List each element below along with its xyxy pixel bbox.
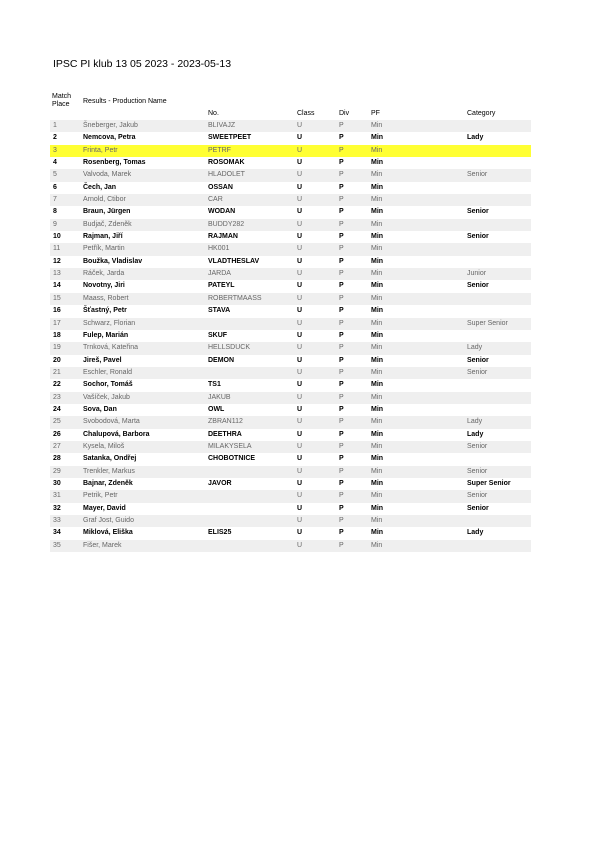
number-cell: CAR — [208, 196, 223, 204]
name-cell: Satanka, Ondřej — [83, 455, 137, 463]
pf-cell: Min — [371, 344, 383, 352]
class-cell: U — [297, 517, 303, 524]
table-row — [50, 441, 531, 453]
table-row — [50, 503, 531, 515]
place-cell: 23 — [53, 393, 61, 401]
division-cell: P — [339, 245, 344, 253]
name-cell: Čech, Jan — [83, 183, 117, 191]
class-cell: U — [297, 220, 303, 228]
table-row — [50, 280, 531, 292]
table-row — [50, 268, 531, 280]
name-cell: Graf Jost, Guido — [83, 517, 134, 524]
category-cell: Senior — [467, 467, 488, 475]
pf-cell: Min — [371, 455, 384, 463]
class-cell: U — [297, 467, 303, 475]
division-cell: P — [339, 529, 344, 537]
place-cell: 35 — [53, 541, 61, 549]
number-cell: STAVA — [208, 307, 231, 315]
category-cell: Lady — [467, 418, 483, 426]
division-cell: P — [339, 146, 344, 154]
name-cell: Jireš, Pavel — [83, 356, 122, 364]
table-row — [50, 515, 531, 527]
pf-cell: Min — [371, 467, 383, 475]
division-cell: P — [339, 467, 344, 475]
name-cell: Trnková, Kateřina — [83, 344, 138, 352]
division-cell: P — [339, 307, 344, 315]
number-cell: JAKUB — [208, 393, 231, 401]
class-cell: U — [297, 307, 303, 315]
pf-cell: Min — [371, 146, 383, 154]
place-cell: 10 — [53, 233, 61, 241]
pf-cell: Min — [371, 282, 384, 290]
pf-cell: Min — [371, 196, 383, 204]
place-cell: 6 — [53, 183, 57, 191]
name-cell: Valvoda, Marek — [83, 171, 132, 179]
number-cell: JAVOR — [208, 479, 232, 487]
table-row — [50, 453, 531, 465]
pf-cell: Min — [371, 541, 383, 549]
number-cell: DEETHRA — [208, 430, 242, 438]
category-cell: Junior — [467, 270, 487, 278]
place-cell: 2 — [53, 134, 57, 142]
class-cell: U — [297, 146, 303, 154]
number-cell: TS1 — [208, 381, 221, 389]
category-cell: Senior — [467, 504, 489, 512]
name-cell: Novotny, Jiri — [83, 282, 125, 290]
category-cell: Senior — [467, 233, 489, 241]
place-cell: 5 — [53, 171, 57, 179]
division-cell: P — [339, 381, 344, 389]
table-row — [50, 206, 531, 218]
number-cell: OSSAN — [208, 183, 233, 191]
division-cell: P — [339, 319, 344, 327]
division-cell: P — [339, 368, 344, 376]
table-row — [50, 429, 531, 441]
class-cell: U — [297, 319, 303, 327]
place-cell: 26 — [53, 430, 61, 438]
pf-cell: Min — [371, 492, 383, 500]
pf-cell: Min — [371, 294, 383, 302]
name-cell: Trenkler, Markus — [83, 467, 135, 475]
table-row — [50, 355, 531, 367]
division-cell: P — [339, 344, 344, 352]
class-cell: U — [297, 331, 303, 339]
category-cell: Senior — [467, 356, 489, 364]
place-cell: 29 — [53, 467, 61, 475]
table-row — [50, 194, 531, 206]
name-cell: Fišer, Marek — [83, 541, 122, 549]
class-cell: U — [297, 418, 303, 426]
class-cell: U — [297, 356, 303, 364]
division-cell: P — [339, 405, 344, 413]
name-cell: Eschler, Ronald — [83, 368, 133, 376]
header-category: Category — [467, 110, 496, 117]
page-title: IPSC PI klub 13 05 2023 - 2023-05-13 — [53, 58, 232, 70]
name-cell: Šťastný, Petr — [83, 307, 127, 315]
division-cell: P — [339, 282, 344, 290]
place-cell: 32 — [53, 504, 61, 512]
division-cell: P — [339, 159, 344, 167]
header-no: No. — [208, 110, 219, 117]
pf-cell: Min — [371, 479, 384, 487]
division-cell: P — [339, 183, 344, 191]
name-cell: Petřík, Martin — [83, 245, 125, 253]
pf-cell: Min — [371, 319, 383, 327]
number-cell: PETRF — [208, 146, 231, 154]
category-cell: Lady — [467, 344, 483, 352]
division-cell: P — [339, 270, 344, 278]
pf-cell: Min — [371, 183, 384, 191]
name-cell: Rosenberg, Tomas — [83, 159, 146, 167]
number-cell: JARDA — [208, 270, 231, 278]
place-cell: 4 — [53, 159, 57, 167]
number-cell: PATEYL — [208, 282, 235, 290]
number-cell: ZBRAN112 — [208, 418, 243, 426]
table-row — [50, 256, 531, 268]
pf-cell: Min — [371, 504, 384, 512]
division-cell: P — [339, 430, 344, 438]
pf-cell: Min — [371, 381, 384, 389]
name-cell: Fulep, Marián — [83, 331, 129, 339]
category-cell: Lady — [467, 529, 484, 537]
pf-cell: Min — [371, 171, 383, 179]
table-row — [50, 145, 531, 157]
category-cell: Senior — [467, 208, 489, 216]
name-cell: Maass, Robert — [83, 294, 129, 302]
place-cell: 16 — [53, 307, 61, 315]
name-cell: Chalupová, Barbora — [83, 430, 150, 438]
name-cell: Boužka, Vladislav — [83, 257, 143, 265]
table-row — [50, 466, 531, 478]
division-cell: P — [339, 171, 344, 179]
name-cell: Nemcova, Petra — [83, 134, 136, 142]
category-cell: Senior — [467, 171, 488, 179]
name-cell: Bajnar, Zdeněk — [83, 479, 133, 487]
pf-cell: Min — [371, 442, 383, 450]
division-cell: P — [339, 294, 344, 302]
division-cell: P — [339, 541, 344, 549]
class-cell: U — [297, 257, 303, 265]
pf-cell: Min — [371, 270, 383, 278]
class-cell: U — [297, 529, 303, 537]
table-row — [50, 392, 531, 404]
pf-cell: Min — [371, 307, 384, 315]
division-cell: P — [339, 257, 344, 265]
place-cell: 33 — [53, 517, 61, 524]
number-cell: SWEETPEET — [208, 134, 252, 142]
table-row — [50, 305, 531, 317]
division-cell: P — [339, 455, 344, 463]
class-cell: U — [297, 393, 303, 401]
division-cell: P — [339, 418, 344, 426]
name-cell: Ráček, Jarda — [83, 270, 125, 278]
number-cell: VLADTHESLAV — [208, 257, 260, 265]
table-row — [50, 540, 531, 552]
table-row — [50, 379, 531, 391]
name-cell: Rajman, Jiří — [83, 233, 123, 241]
class-cell: U — [297, 479, 303, 487]
pf-cell: Min — [371, 331, 384, 339]
class-cell: U — [297, 183, 303, 191]
category-cell: Lady — [467, 430, 484, 438]
division-cell: P — [339, 196, 344, 204]
place-cell: 25 — [53, 418, 61, 426]
class-cell: U — [297, 442, 303, 450]
place-cell: 21 — [53, 368, 61, 376]
header-class: Class — [297, 110, 315, 117]
name-cell: Vašíček, Jakub — [83, 393, 130, 401]
class-cell: U — [297, 233, 303, 241]
place-cell: 9 — [53, 220, 57, 228]
class-cell: U — [297, 430, 303, 438]
name-cell: Kysela, Miloš — [83, 442, 125, 450]
name-cell: Budjač, Zdeněk — [83, 220, 132, 228]
place-cell: 31 — [53, 492, 61, 500]
place-cell: 14 — [53, 282, 61, 290]
number-cell: WODAN — [208, 208, 236, 216]
pf-cell: Min — [371, 405, 384, 413]
header-match-place: Match Place — [52, 93, 72, 108]
pf-cell: Min — [371, 245, 383, 253]
header-div: Div — [339, 110, 350, 117]
class-cell: U — [297, 405, 303, 413]
pf-cell: Min — [371, 368, 383, 376]
category-cell: Lady — [467, 134, 484, 142]
name-cell: Sova, Dan — [83, 405, 117, 413]
pf-cell: Min — [371, 517, 383, 524]
table-row — [50, 330, 531, 342]
table-row — [50, 120, 531, 132]
name-cell: Frinta, Petr — [83, 146, 118, 154]
division-cell: P — [339, 233, 344, 241]
place-cell: 30 — [53, 479, 61, 487]
place-cell: 20 — [53, 356, 61, 364]
name-cell: Mayer, David — [83, 504, 126, 512]
number-cell: SKUF — [208, 331, 228, 339]
division-cell: P — [339, 220, 344, 228]
table-row — [50, 318, 531, 330]
place-cell: 8 — [53, 208, 57, 216]
class-cell: U — [297, 159, 303, 167]
place-cell: 1 — [53, 122, 57, 129]
pf-cell: Min — [371, 257, 384, 265]
class-cell: U — [297, 245, 303, 253]
class-cell: U — [297, 455, 303, 463]
place-cell: 3 — [53, 146, 57, 154]
category-cell: Senior — [467, 368, 488, 376]
place-cell: 18 — [53, 331, 61, 339]
division-cell: P — [339, 517, 344, 524]
division-cell: P — [339, 393, 344, 401]
number-cell: ROBERTMAASS — [208, 294, 262, 302]
header-pf: PF — [371, 110, 380, 117]
class-cell: U — [297, 344, 303, 352]
pf-cell: Min — [371, 529, 384, 537]
place-cell: 19 — [53, 344, 61, 352]
name-cell: Arnold, Ctibor — [83, 196, 126, 204]
name-cell: Petrik, Petr — [83, 492, 118, 500]
place-cell: 13 — [53, 270, 61, 278]
number-cell: BLIVAJZ — [208, 122, 236, 129]
pf-cell: Min — [371, 134, 384, 142]
division-cell: P — [339, 492, 344, 500]
table-row — [50, 219, 531, 231]
number-cell: MILAKYSELA — [208, 442, 252, 450]
class-cell: U — [297, 134, 303, 142]
class-cell: U — [297, 171, 303, 179]
class-cell: U — [297, 270, 303, 278]
table-row — [50, 231, 531, 243]
pf-cell: Min — [371, 208, 384, 216]
number-cell: ROSOMAK — [208, 159, 245, 167]
number-cell: OWL — [208, 405, 225, 413]
pf-cell: Min — [371, 356, 384, 364]
table-row — [50, 416, 531, 428]
division-cell: P — [339, 504, 344, 512]
category-cell: Senior — [467, 492, 488, 500]
number-cell: CHOBOTNICE — [208, 455, 256, 463]
table-row — [50, 132, 531, 144]
category-cell: Senior — [467, 442, 488, 450]
table-row — [50, 342, 531, 354]
number-cell: ELIS25 — [208, 529, 232, 537]
pf-cell: Min — [371, 220, 383, 228]
class-cell: U — [297, 122, 303, 129]
table-row — [50, 169, 531, 181]
division-cell: P — [339, 356, 344, 364]
table-row — [50, 293, 531, 305]
pf-cell: Min — [371, 159, 384, 167]
name-cell: Svobodová, Marta — [83, 418, 140, 426]
category-cell: Senior — [467, 282, 489, 290]
table-row — [50, 243, 531, 255]
class-cell: U — [297, 208, 303, 216]
number-cell: HK001 — [208, 245, 230, 253]
header-results: Results - Production Name — [83, 98, 167, 105]
place-cell: 28 — [53, 455, 61, 463]
table-row — [50, 404, 531, 416]
number-cell: RAJMAN — [208, 233, 238, 241]
results-table — [50, 120, 531, 552]
place-cell: 15 — [53, 294, 61, 302]
pf-cell: Min — [371, 418, 383, 426]
class-cell: U — [297, 294, 303, 302]
name-cell: Šneberger, Jakub — [83, 122, 138, 129]
number-cell: HLADOLET — [208, 171, 245, 179]
division-cell: P — [339, 134, 344, 142]
class-cell: U — [297, 196, 303, 204]
place-cell: 24 — [53, 405, 61, 413]
class-cell: U — [297, 541, 303, 549]
place-cell: 34 — [53, 529, 61, 537]
pf-cell: Min — [371, 233, 384, 241]
table-row — [50, 367, 531, 379]
place-cell: 22 — [53, 381, 61, 389]
table-row — [50, 527, 531, 539]
class-cell: U — [297, 368, 303, 376]
table-row — [50, 182, 531, 194]
number-cell: HELLSDUCK — [208, 344, 251, 352]
pf-cell: Min — [371, 393, 383, 401]
division-cell: P — [339, 331, 344, 339]
place-cell: 12 — [53, 257, 61, 265]
name-cell: Miklová, Eliška — [83, 529, 133, 537]
pf-cell: Min — [371, 430, 384, 438]
category-cell: Super Senior — [467, 479, 511, 487]
name-cell: Sochor, Tomáš — [83, 381, 133, 389]
place-cell: 11 — [53, 245, 61, 253]
table-row — [50, 490, 531, 502]
number-cell: DEMON — [208, 356, 235, 364]
pf-cell: Min — [371, 122, 383, 129]
division-cell: P — [339, 122, 344, 129]
name-cell: Schwarz, Florian — [83, 319, 136, 327]
place-cell: 27 — [53, 442, 61, 450]
number-cell: BUDDY282 — [208, 220, 245, 228]
category-cell: Super Senior — [467, 319, 508, 327]
place-cell: 7 — [53, 196, 57, 204]
class-cell: U — [297, 282, 303, 290]
class-cell: U — [297, 504, 303, 512]
place-cell: 17 — [53, 319, 61, 327]
division-cell: P — [339, 208, 344, 216]
name-cell: Braun, Jürgen — [83, 208, 131, 216]
class-cell: U — [297, 381, 303, 389]
table-row — [50, 478, 531, 490]
division-cell: P — [339, 479, 344, 487]
division-cell: P — [339, 442, 344, 450]
class-cell: U — [297, 492, 303, 500]
table-row — [50, 157, 531, 169]
